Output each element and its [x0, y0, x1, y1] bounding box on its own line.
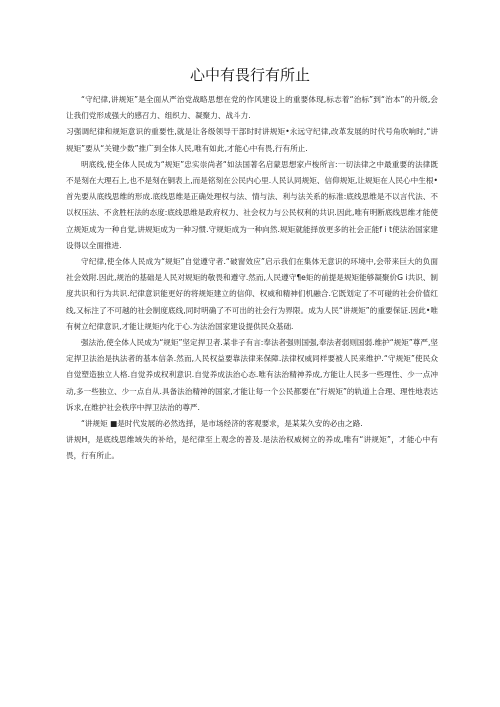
paragraph-3: 明底线,使全体人民成为“规矩”忠实崇尚者“如法国著名启蒙思想家卢梭所言:一切法律之中最重要的法律既不是刻在大理石上,也不是刻在铜表上,而是铭刻在公民内心里.人民认同规矩、信仰规矩,让规矩在人民心中生根•首先要从底线思维的形成.底线思维是正确处理权与法、情与法、利与法关系的标准:底线思维是不以言代法、不以权压法、不贪胜枉法的态度:底线思维是政府权力、社会权力与公民权利的共识.因此,唯有明断底线思维才能使立规矩成为一种自觉,讲规矩成为一种习惯.守规矩成为一种向然.规矩就能择放更多的社会正能f i t使法治国家建设得以全面推进.: [66, 159, 438, 250]
document-title: 心中有畏行有所止: [189, 66, 310, 84]
paragraph-5: 强法治,使全体人民成为“规矩”坚定捍卫者.某非子有言:奉法者强则国强,奉法者弱则国弱.维护“规矩”尊严,坚定捍卫法治是执法者的基本信条.然而,人民权益要靠法律来保障.法律权威同样要被人民来维护.“守规矩”使民众自觉塑造独立人格.自觉养成权利意识.自觉养成法治心态.唯有法治精神养成,方能让人民多一些理性、少一点冲动,多一些独立、少一点自从.具备法治精神的国家,才能让每一个公民都要在“行规矩”的轨道上合理、理性地表达诉求,在维护社会秩序中捍卫法治的尊严.: [66, 338, 439, 412]
document-body: [66, 92, 438, 465]
paragraph-6: “讲规矩 ■是时代发展的必然选择，是市场经济的客观要求，是某某久安的必由之路.: [81, 419, 363, 429]
paragraph-7: 讲规H，是底线思维域失的补给，是纪律至上观念的普及.是法治权威树立的养成,唯有“讲规矩”，才能心中有畏，行有所止。: [66, 435, 438, 461]
paragraph-2: 习强调纪律和规矩意识的重要性,就是让各级领导干部时时讲规矩•永远守纪律,改革发展的时代号角吹响时,“讲规矩”要从“关键少数”推广到全体人民,唯有如此,才能心中有畏,行有所止.: [66, 127, 438, 153]
paragraph-1: “守纪律,讲规矩”是全面从严治党战略思想在党的作风建设上的重要体现,标志着“治标”到“治本”的升级,会让我们党形成强大的感召力、组织力、凝聚力、战斗力.: [66, 95, 438, 121]
paragraph-4: 守纪律,使全体人民成为“规矩”自觉遵守者.“破窗效应”启示我们在集体无意识的环境中,会带来巨大的负面社会效附.因此,规治的基础是人民对规矩的敬畏和遵守.然而,人民遵守¶e矩的前提是规矩能够凝聚价G i共识、制度共识和行为共识.纪律意识能更好的将规矩建立的信仰、权威和精神们机融合.它既划定了不可碰的社会价值红线,又标注了不可越的社会制度底线,同时明确了不可出的社会行为界限。成为人民“讲规矩”的重要保证.因此•唯有树立纪律意识,才能让规矩内化于心.为法治国家建设提供民众基础.: [66, 257, 438, 331]
